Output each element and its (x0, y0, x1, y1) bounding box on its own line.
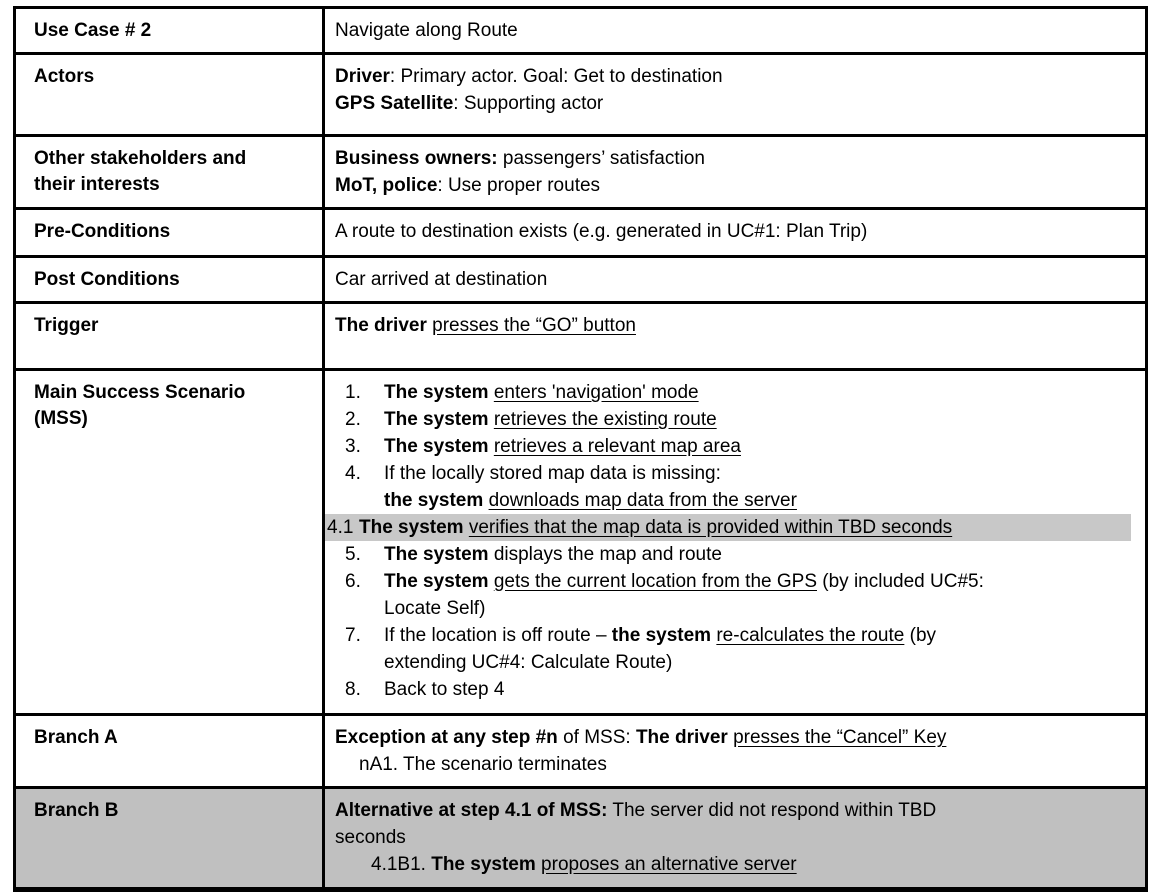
text-segment: A route to destination exists (e.g. generated in UC#1: Plan Trip) (335, 221, 868, 242)
row-use-case-content (325, 9, 1145, 52)
row-branch-b-content (325, 789, 1145, 887)
row-mss-label (16, 371, 325, 713)
text-segment: If the locally stored map data is missing: (384, 463, 721, 484)
row-post-conditions-label (16, 258, 325, 301)
row-branch-a-content (325, 716, 1145, 786)
text-segment: If the location is off route – (384, 625, 612, 646)
step-line (384, 379, 1133, 406)
label-line: Branch A (34, 727, 118, 748)
step-line (384, 649, 1133, 676)
step-line (384, 406, 1133, 433)
row-post-conditions-content (325, 258, 1145, 301)
text-segment: The system (384, 544, 489, 565)
step-body (384, 676, 1133, 703)
table-row-branch-b (16, 786, 1145, 887)
row-stakeholders-label (16, 137, 325, 207)
text-segment: retrieves a relevant map area (493, 436, 741, 457)
row-branch-b-label (16, 789, 325, 887)
text-segment: The driver (635, 727, 728, 748)
content-line (335, 90, 1133, 117)
content-line (335, 17, 1133, 44)
text-segment: of MSS: (557, 727, 636, 748)
content-line (335, 266, 1133, 293)
text-segment: MoT, police (335, 175, 438, 196)
row-trigger-label (16, 304, 325, 368)
table-row-use-case (16, 9, 1145, 52)
content-line (335, 145, 1133, 172)
text-segment: Locate Self) (384, 598, 486, 619)
text-segment: Driver (335, 66, 390, 87)
scenario-step-4 (335, 460, 1133, 514)
text-segment: The system (384, 382, 489, 403)
content-line (335, 218, 1133, 245)
step-line (384, 487, 1133, 514)
text-segment: re-calculates the route (716, 625, 905, 646)
table-row-stakeholders (16, 134, 1145, 207)
label-line: Main Success Scenario (34, 382, 246, 403)
text-segment: presses the “Cancel” Key (733, 727, 947, 748)
step-line (384, 460, 1133, 487)
text-segment: GPS Satellite (335, 93, 454, 114)
scenario-step-1 (335, 379, 1133, 406)
row-pre-conditions-content (325, 210, 1145, 255)
row-use-case-label (16, 9, 325, 52)
table-row-pre-conditions (16, 207, 1145, 255)
row-actors-content (325, 55, 1145, 134)
step-body (359, 514, 1131, 541)
step-line (384, 568, 1133, 595)
content-line (335, 63, 1133, 90)
content-line (335, 312, 1133, 339)
row-pre-conditions-label (16, 210, 325, 255)
step-line (384, 433, 1133, 460)
content-line (335, 797, 1133, 824)
label-line: Use Case # 2 (34, 20, 152, 41)
text-segment: enters 'navigation' mode (493, 382, 699, 403)
step-body (384, 460, 1133, 514)
text-segment: Exception at any step #n (335, 727, 558, 748)
label-line: Post Conditions (34, 269, 180, 290)
text-segment: The system (384, 409, 489, 430)
table-row-mss (16, 368, 1145, 713)
step-body (384, 541, 1133, 568)
text-segment: passengers’ satisfaction (497, 148, 705, 169)
row-mss-content (325, 371, 1145, 713)
row-trigger-content (325, 304, 1145, 368)
text-segment: 4.1B1. (371, 854, 432, 875)
text-segment: Business owners: (335, 148, 498, 169)
step-number: 6. (345, 571, 361, 592)
text-segment: The driver (335, 315, 427, 336)
label-line: Other stakeholders and (34, 148, 247, 169)
label-line: Branch B (34, 800, 119, 821)
step-body (384, 433, 1133, 460)
step-body (384, 379, 1133, 406)
scenario-step-8 (335, 676, 1133, 703)
scenario-step-3 (335, 433, 1133, 460)
text-segment: retrieves the existing route (493, 409, 717, 430)
label-line: Trigger (34, 315, 99, 336)
text-segment: verifies that the map data is provided within TBD seconds (468, 517, 953, 538)
text-segment: (by included UC#5: (817, 571, 984, 592)
label-line: their interests (34, 174, 160, 195)
content-line (335, 824, 1133, 851)
text-segment: the system (611, 625, 712, 646)
text-segment: presses the “GO” button (432, 315, 636, 336)
scenario-step-5 (335, 541, 1133, 568)
text-segment: : Primary actor. Goal: Get to destination (389, 66, 723, 87)
text-segment: Alternative at step 4.1 of MSS: (335, 800, 608, 821)
table-row-actors (16, 52, 1145, 134)
step-number: 2. (345, 409, 361, 430)
text-segment: proposes an alternative server (541, 854, 797, 875)
content-line (371, 851, 1133, 878)
use-case-table (13, 6, 1148, 892)
text-segment: extending UC#4: Calculate Route) (384, 652, 673, 673)
text-segment: The system (384, 571, 489, 592)
step-line (384, 676, 1133, 703)
step-body (384, 568, 1133, 622)
text-segment: The server did not respond within TBD (607, 800, 937, 821)
text-segment: Car arrived at destination (335, 269, 548, 290)
scenario-step-2 (335, 406, 1133, 433)
text-segment: The system (384, 436, 489, 457)
text-segment: : Supporting actor (453, 93, 604, 114)
text-segment: Back to step 4 (384, 679, 505, 700)
step-number: 7. (345, 625, 361, 646)
text-segment: displays the map and route (488, 544, 722, 565)
step-number: 5. (345, 544, 361, 565)
table-row-trigger (16, 301, 1145, 368)
table-row-post-conditions (16, 255, 1145, 301)
text-segment: : Use proper routes (437, 175, 601, 196)
step-number: 3. (345, 436, 361, 457)
text-segment: Navigate along Route (335, 20, 518, 41)
text-segment: (by (904, 625, 937, 646)
text-segment: downloads map data from the server (488, 490, 797, 511)
content-line (335, 172, 1133, 199)
step-line (384, 622, 1133, 649)
text-segment: gets the current location from the GPS (493, 571, 817, 592)
text-segment: seconds (335, 827, 406, 848)
step-number: 4.1 (327, 517, 354, 538)
step-number: 8. (345, 679, 361, 700)
step-line (359, 514, 1131, 541)
text-segment: the system (384, 490, 484, 511)
content-line (359, 751, 1133, 778)
text-segment: The system (359, 517, 464, 538)
row-branch-a-label (16, 716, 325, 786)
label-line: (MSS) (34, 408, 88, 429)
content-line (335, 724, 1133, 751)
text-segment: nA1. The scenario terminates (359, 754, 607, 775)
table-row-branch-a (16, 713, 1145, 786)
row-actors-label (16, 55, 325, 134)
step-body (384, 406, 1133, 433)
scenario-step-4.1 (325, 514, 1131, 541)
text-segment: The system (431, 854, 536, 875)
step-line (384, 595, 1133, 622)
scenario-step-6 (335, 568, 1133, 622)
label-line: Actors (34, 66, 95, 87)
step-number: 4. (345, 463, 361, 484)
step-line (384, 541, 1133, 568)
row-stakeholders-content (325, 137, 1145, 207)
step-body (384, 622, 1133, 676)
label-line: Pre-Conditions (34, 221, 171, 242)
scenario-step-7 (335, 622, 1133, 676)
step-number: 1. (345, 382, 361, 403)
